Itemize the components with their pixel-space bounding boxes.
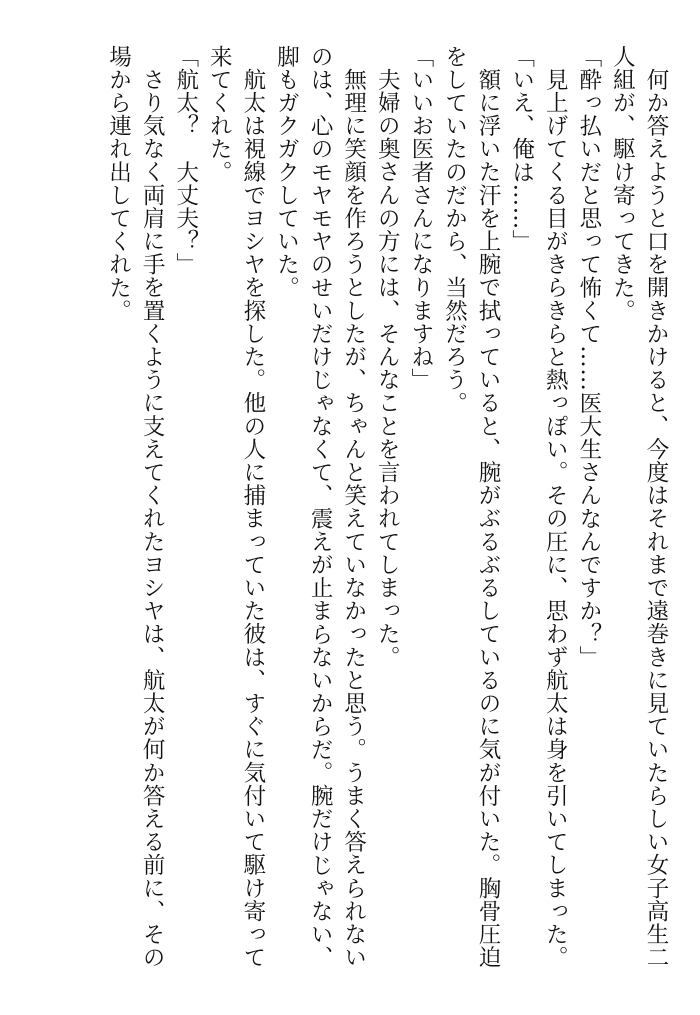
vertical-text-body [101,45,672,980]
paragraph: 無理に笑顔を作ろうとしたが、ちゃんと笑えていなかったと思う。うまく答えられないのは、心のモヤモヤのせいだけじゃなくて、震えが止まらないからだ。腕だけじゃない、脚もガクガクしていた。 [273,45,367,969]
paragraph: 夫婦の奥さんの方には、そんなことを言われてしまった。 [374,67,401,669]
dialogue-line: 「いえ、俺は……」 [508,45,535,253]
dialogue-line: 「航太？ 大丈夫？」 [172,45,199,276]
dialogue-line: 「いいお医者さんになりますね」 [407,45,434,392]
paragraph: 航太は視線でヨシヤを探した。他の人に捕まっていた彼は、すぐに気付いて駆け寄って来てくれた。 [206,45,266,969]
paragraph: 見上げてくる目がきらきらと熱っぽい。その圧に、思わず航太は身を引いてしまった。 [542,67,569,969]
paragraph: さり気なく両肩に手を置くように支えてくれたヨシヤは、航太が何か答える前に、その場から連れ出してくれた。 [105,45,166,969]
paragraph: 何か答えようと口を開きかけると、今度はそれまで遠巻きに見ていたらしい女子高生二人組が、駆け寄ってきた。 [609,45,669,969]
paragraph: 額に浮いた汗を上腕で拭っていると、腕がぶるぶるしているのに気が付いた。胸骨圧迫をしていたのだから、当然だろう。 [441,45,502,969]
dialogue-line: 「酔っ払いだと思って怖くて……医大生さんなんですか？」 [575,45,602,669]
